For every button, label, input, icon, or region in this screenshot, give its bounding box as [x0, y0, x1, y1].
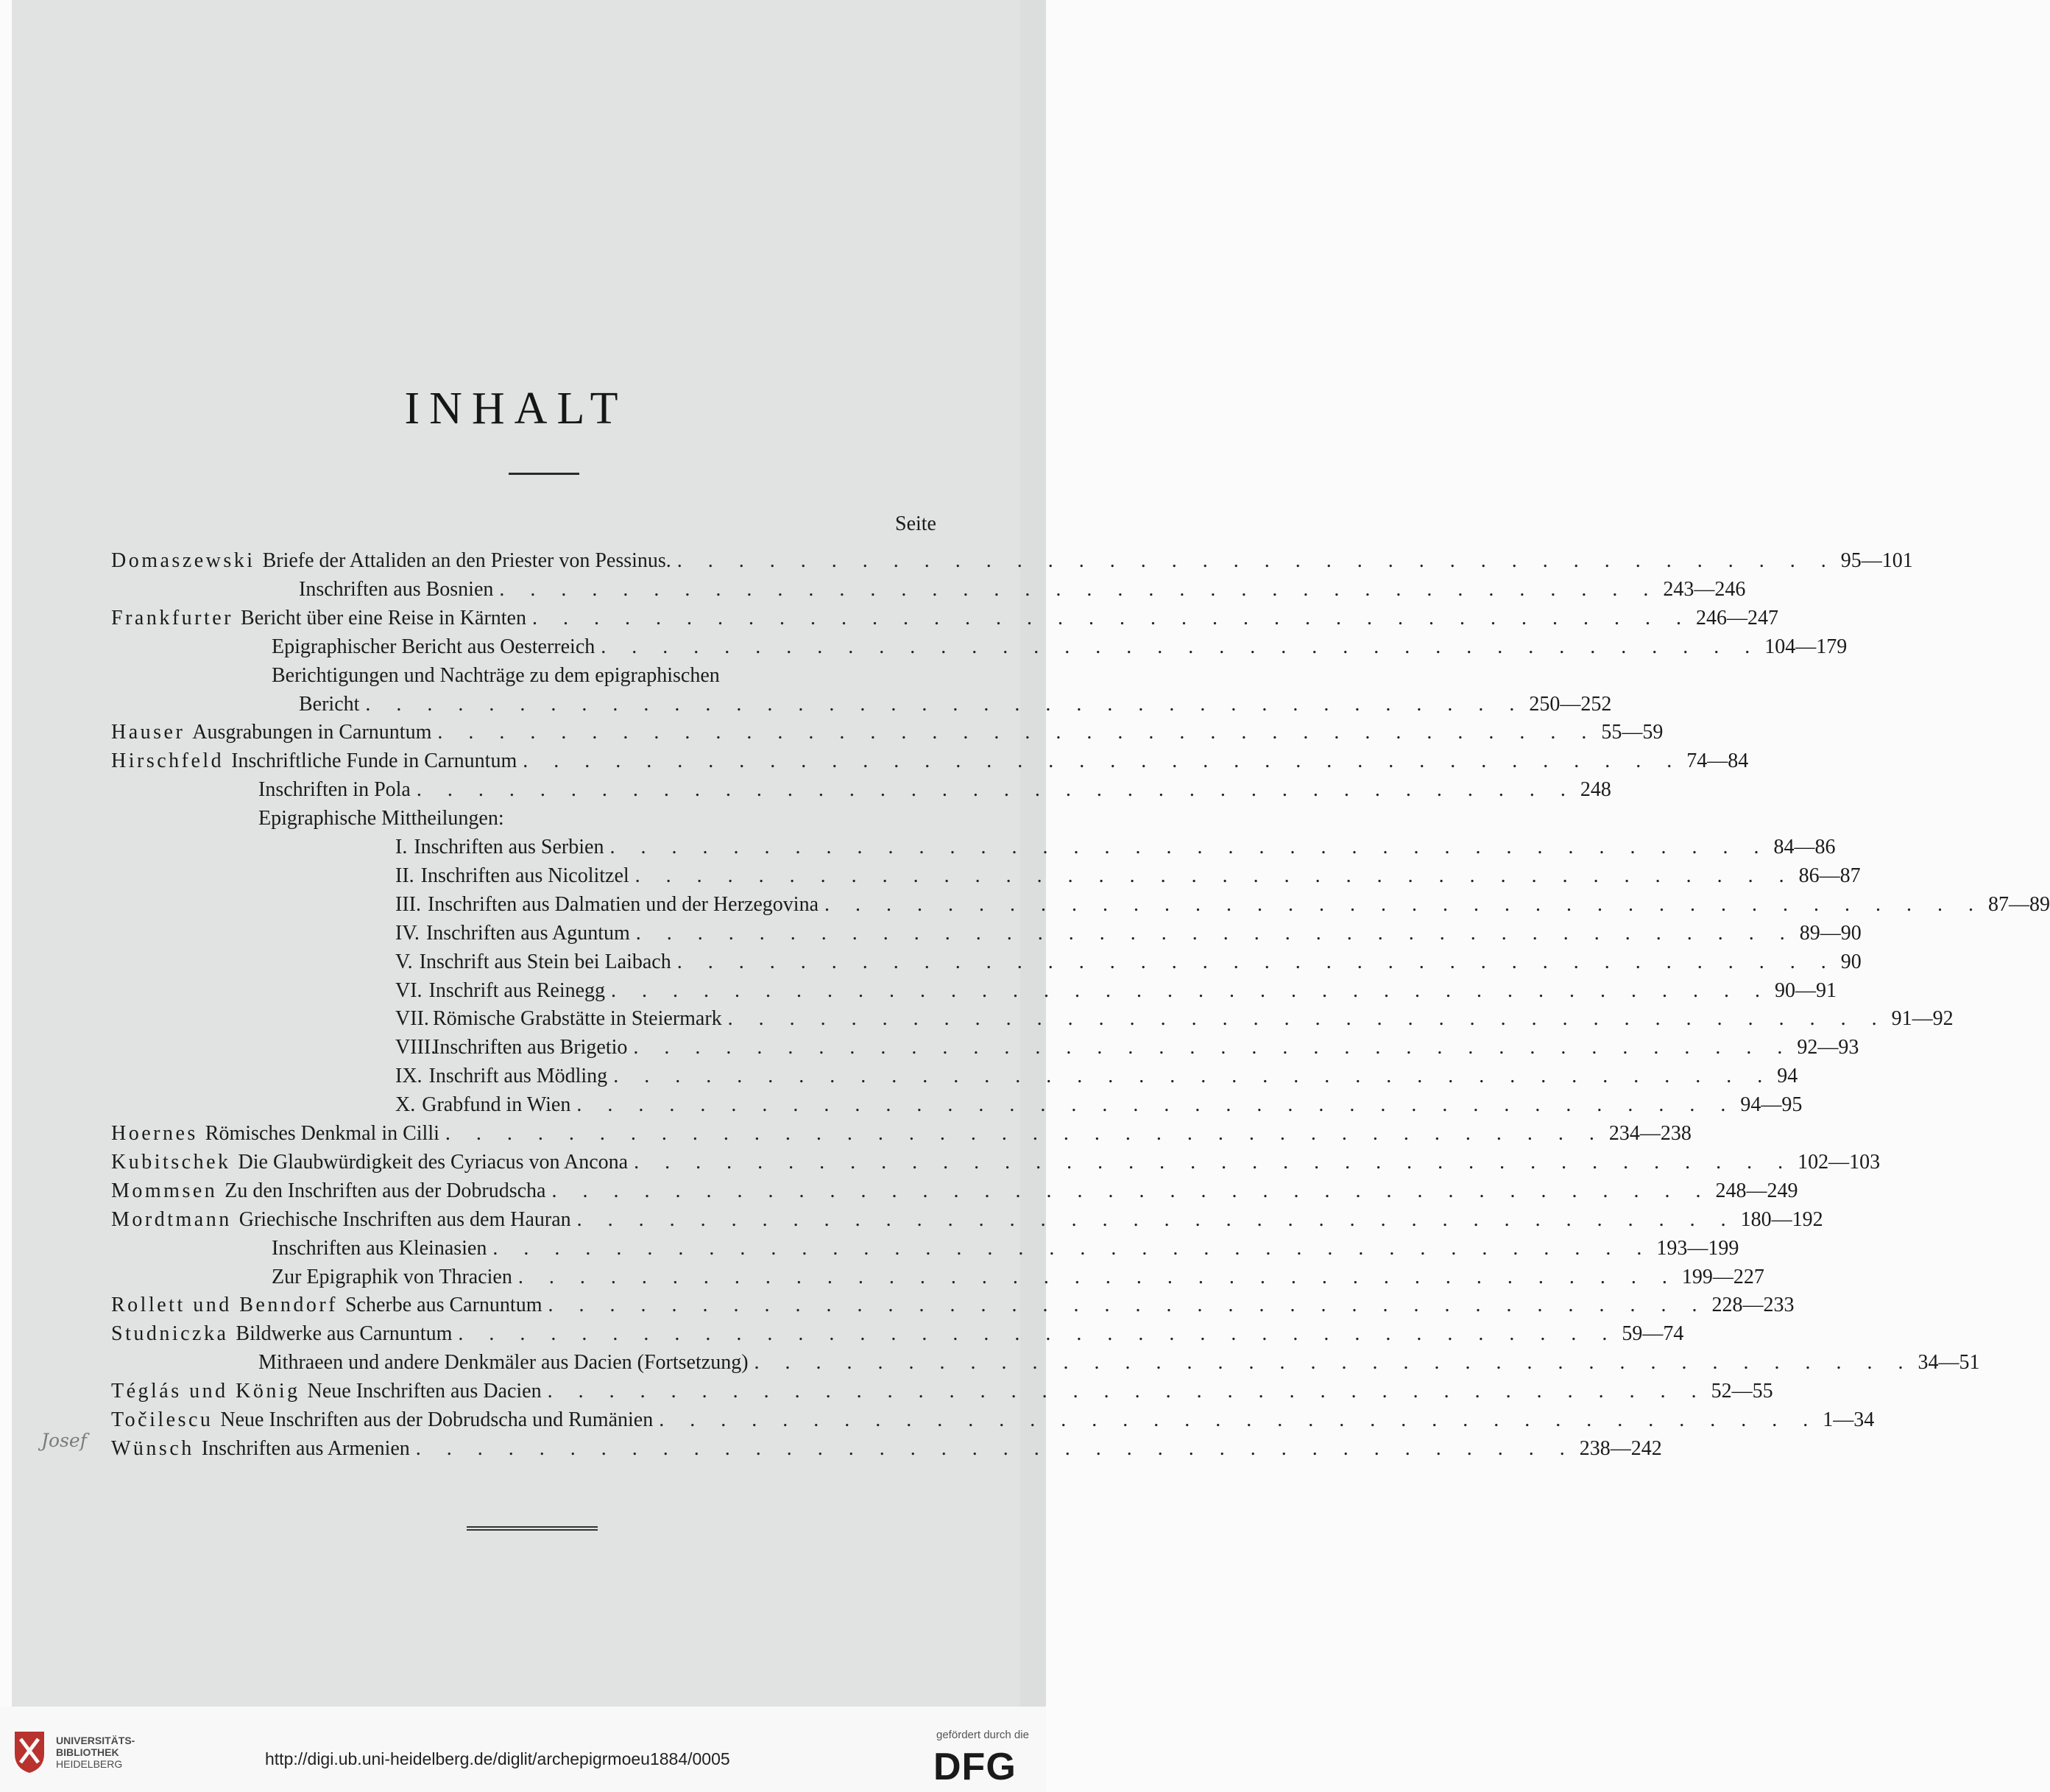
toc-title: Inschriften in Pola: [258, 778, 411, 802]
toc-title: Römisches Denkmal in Cilli: [205, 1122, 439, 1145]
dot-leaders: . . . . . . . . . . . . . . . . . . . . . . . . . . . . . . . . . . . . . .: [499, 577, 1659, 601]
toc-page-range: 246—247: [1695, 606, 1778, 629]
toc-page-range: 1—34: [1823, 1408, 1875, 1431]
toc-page-range: 104—179: [1764, 635, 1848, 658]
toc-section-number: III.: [395, 892, 421, 916]
dfg-logo: DFG: [933, 1746, 1017, 1788]
toc-entry: [111, 1119, 1692, 1149]
toc-section-number: VIII.: [395, 1036, 436, 1059]
toc-title: Inschriften aus Armenien: [201, 1436, 410, 1460]
dot-leaders: . . . . . . . . . . . . . . . . . . . . . . . . . . . . . . . . . . . . . .: [365, 692, 1525, 716]
dot-leaders: . . . . . . . . . . . . . . . . . . . . . . . . . . . . . . . . . . . . . .: [611, 978, 1771, 1002]
dot-leaders: . . . . . . . . . . . . . . . . . . . . . . . . . . . . . . . . . . . . . .: [458, 1322, 1618, 1346]
dot-leaders: . . . . . . . . . . . . . . . . . . . . . . . . . . . . . . . . . . . . . .: [445, 1122, 1605, 1145]
toc-entry: [395, 948, 1862, 977]
toc-title: Scherbe aus Carnuntum: [344, 1294, 542, 1317]
dot-leaders: . . . . . . . . . . . . . . . . . . . . . . . . . . . . . . . . . . . . . .: [551, 1179, 1711, 1202]
funded-by-label: gefördert durch die: [936, 1729, 1029, 1741]
dot-leaders: . . . . . . . . . . . . . . . . . . . . . . . . . . . . . . . . . . . . . .: [635, 864, 1795, 887]
toc-title: Inschriftliche Funde in Carnuntum: [231, 749, 517, 773]
toc-page-range: 55—59: [1601, 721, 1664, 744]
toc-page-range: 89—90: [1799, 921, 1862, 945]
toc-entry: [258, 1348, 1980, 1377]
toc-page-range: 86—87: [1798, 864, 1861, 887]
toc-author: Točilescu: [111, 1408, 213, 1431]
page-title: INHALT: [404, 384, 628, 434]
toc-author: Frankfurter: [111, 606, 234, 629]
dot-leaders: . . . . . . . . . . . . . . . . . . . . . . . . . . . . . . . . . . . . . .: [601, 635, 1761, 658]
toc-title: Ausgrabungen in Carnuntum: [192, 721, 432, 744]
toc-page-range: 243—246: [1663, 577, 1746, 601]
toc-author: Hirschfeld: [111, 749, 225, 773]
toc-entry: [395, 976, 1837, 1006]
toc-title: Griechische Inschriften aus dem Hauran: [238, 1207, 571, 1231]
toc-page-range: 90—91: [1775, 978, 1837, 1002]
toc-page-range: 250—252: [1529, 692, 1612, 716]
dot-leaders: . . . . . . . . . . . . . . . . . . . . . . . . . . . . . . . . . . . . . .: [492, 1236, 1653, 1260]
toc-page-range: 52—55: [1711, 1380, 1773, 1403]
toc-title: Die Glaubwürdigkeit des Cyriacus von Ancona: [238, 1150, 629, 1174]
toc-section-number: IX.: [395, 1065, 423, 1088]
toc-title: Inschriften aus Aguntum: [425, 921, 630, 945]
toc-entry: [395, 1062, 1798, 1091]
toc-title: Inschriften aus Kleinasien: [272, 1236, 487, 1260]
toc-page-range: 91—92: [1891, 1007, 1954, 1031]
toc-entry: [111, 1434, 1662, 1464]
table-of-contents: [12, 0, 2050, 1707]
dot-leaders: . . . . . . . . . . . . . . . . . . . . . . . . . . . . . . . . . . . . . .: [437, 721, 1597, 744]
toc-section-number: V.: [395, 950, 413, 973]
toc-entry: [111, 1377, 1773, 1406]
dot-leaders: . . . . . . . . . . . . . . . . . . . . . . . . . . . . . . . . . . . . . .: [635, 921, 1795, 945]
toc-title: Inschriften aus Serbien: [414, 836, 604, 858]
toc-author: Mordtmann: [111, 1207, 232, 1231]
toc-author: Hoernes: [111, 1122, 198, 1145]
dot-leaders: . . . . . . . . . . . . . . . . . . . . . . . . . . . . . . . . . . . . . .: [517, 1265, 1678, 1288]
toc-section-number: IV.: [395, 921, 420, 945]
seite-column-header: Seite: [895, 512, 936, 535]
toc-page-range: 248: [1580, 778, 1611, 802]
toc-author: Hauser: [111, 721, 185, 744]
dot-leaders: . . . . . . . . . . . . . . . . . . . . . . . . . . . . . . . . . . . . . .: [547, 1380, 1707, 1403]
toc-page-range: 87—89: [1988, 892, 2050, 916]
toc-page-range: 238—242: [1579, 1436, 1662, 1460]
toc-title: Mithraeen und andere Denkmäler aus Dacien (Fortsetzung): [258, 1351, 749, 1375]
toc-entry: [395, 833, 1836, 862]
toc-page-range: 234—238: [1608, 1122, 1692, 1145]
dot-leaders: . . . . . . . . . . . . . . . . . . . . . . . . . . . . . . . . . . . . . .: [634, 1150, 1794, 1174]
dot-leaders: . . . . . . . . . . . . . . . . . . . . . . . . . . . . . . . . . . . . . .: [824, 892, 1984, 916]
closing-ornament: [467, 1526, 598, 1531]
toc-title: Inschriften aus Brigetio: [433, 1036, 628, 1059]
toc-entry: [395, 890, 2050, 920]
toc-section-number: X.: [395, 1093, 416, 1117]
toc-title: Epigraphische Mittheilungen:: [258, 807, 504, 830]
toc-page-range: 248—249: [1715, 1179, 1798, 1202]
toc-entry: [299, 690, 1612, 719]
toc-entry: [272, 1234, 1739, 1263]
toc-author: Domaszewski: [111, 549, 255, 572]
toc-section-number: I.: [395, 836, 408, 858]
toc-title: Inschrift aus Reinegg: [428, 978, 606, 1002]
university-library-logo-icon: [10, 1729, 49, 1774]
handwritten-margin-note: Josef: [41, 1430, 87, 1451]
toc-entry: [258, 775, 1611, 805]
toc-page-range: 199—227: [1681, 1265, 1764, 1288]
toc-author: Rollett und Benndorf: [111, 1294, 338, 1317]
toc-entry: [111, 1148, 1881, 1177]
toc-title: Bericht: [299, 692, 360, 716]
toc-entry: [111, 1405, 1875, 1435]
dot-leaders: . . . . . . . . . . . . . . . . . . . . . . . . . . . . . . . . . . . . . .: [576, 1207, 1736, 1231]
toc-entry: [272, 661, 966, 691]
toc-entry: [272, 1263, 1764, 1292]
toc-title: Neue Inschriften aus Dacien: [307, 1380, 542, 1403]
toc-entry: [395, 861, 1861, 891]
toc-title: Zu den Inschriften aus der Dobrudscha: [225, 1179, 546, 1202]
toc-page-range: 59—74: [1622, 1322, 1684, 1346]
toc-title: Inschrift aus Stein bei Laibach: [419, 950, 671, 973]
toc-page-range: 228—233: [1711, 1294, 1795, 1317]
dot-leaders: . . . . . . . . . . . . . . . . . . . . . . . . . . . . . . . . . . . . . .: [659, 1408, 1819, 1431]
dot-leaders: . . . . . . . . . . . . . . . . . . . . . . . . . . . . . . . . . . . . . .: [754, 1351, 1914, 1375]
toc-page-range: 74—84: [1686, 749, 1749, 773]
toc-entry: [111, 546, 1913, 576]
toc-entry: [111, 604, 1778, 633]
toc-title: Inschriften aus Nicolitzel: [420, 864, 629, 887]
toc-entry: [395, 1033, 1859, 1062]
viewer-footer: [0, 1707, 1046, 1792]
dot-leaders: . . . . . . . . . . . . . . . . . . . . . . . . . . . . . . . . . . . . . .: [548, 1294, 1708, 1317]
toc-page-range: 90: [1840, 950, 1862, 973]
toc-title: Römische Grabstätte in Steiermark: [433, 1007, 722, 1031]
toc-title: Grabfund in Wien: [422, 1093, 571, 1117]
dot-leaders: . . . . . . . . . . . . . . . . . . . . . . . . . . . . . . . . . . . . . .: [531, 606, 1692, 629]
toc-page-range: 94: [1777, 1065, 1798, 1088]
toc-entry: [111, 1291, 1795, 1320]
book-page: [12, 0, 2050, 1707]
toc-title: Briefe der Attaliden an den Priester von Pessinus.: [262, 549, 671, 572]
toc-entry: [111, 1319, 1684, 1349]
dot-leaders: . . . . . . . . . . . . . . . . . . . . . . . . . . . . . . . . . . . . . .: [727, 1007, 1887, 1031]
toc-author: Mommsen: [111, 1179, 218, 1202]
toc-section-number: VII.: [395, 1007, 429, 1031]
toc-author: Kubitschek: [111, 1150, 231, 1174]
toc-section-number: II.: [395, 864, 414, 887]
dot-leaders: . . . . . . . . . . . . . . . . . . . . . . . . . . . . . . . . . . . . . .: [415, 1436, 1575, 1460]
library-name: UNIVERSITÄTS- BIBLIOTHEK HEIDELBERG: [56, 1735, 135, 1770]
dot-leaders: . . . . . . . . . . . . . . . . . . . . . . . . . . . . . . . . . . . . . .: [609, 836, 1770, 858]
dot-leaders: . . . . . . . . . . . . . . . . . . . . . . . . . . . . . . . . . . . . . .: [676, 549, 1837, 572]
toc-title: Zur Epigraphik von Thracien: [272, 1265, 512, 1288]
dot-leaders: . . . . . . . . . . . . . . . . . . . . . . . . . . . . . . . . . . . . . .: [633, 1036, 1793, 1059]
toc-title: Bericht über eine Reise in Kärnten: [241, 606, 526, 629]
dot-leaders: . . . . . . . . . . . . . . . . . . . . . . . . . . . . . . . . . . . . . .: [676, 950, 1837, 973]
toc-page-range: 94—95: [1740, 1093, 1803, 1117]
toc-title: Epigraphischer Bericht aus Oesterreich: [272, 635, 595, 658]
toc-title: Bildwerke aus Carnuntum: [236, 1322, 453, 1346]
toc-author: Studniczka: [111, 1322, 229, 1346]
toc-page-range: 95—101: [1840, 549, 1913, 572]
toc-entry: [299, 575, 1746, 604]
toc-page-range: 34—51: [1918, 1351, 1980, 1375]
permalink-url[interactable]: http://digi.ub.uni-heidelberg.de/diglit/archepigrmoeu1884/0005: [265, 1749, 730, 1768]
toc-title: Inschriften aus Bosnien: [299, 577, 494, 601]
toc-title: Berichtigungen und Nachträge zu dem epigraphischen: [272, 663, 720, 687]
dot-leaders: . . . . . . . . . . . . . . . . . . . . . . . . . . . . . . . . . . . . . .: [576, 1093, 1736, 1117]
toc-author: Téglás und König: [111, 1380, 300, 1403]
toc-title: Inschrift aus Mödling: [428, 1065, 608, 1088]
toc-entry: [111, 747, 1749, 776]
dot-leaders: . . . . . . . . . . . . . . . . . . . . . . . . . . . . . . . . . . . . . .: [416, 778, 1576, 802]
toc-page-range: 92—93: [1797, 1036, 1859, 1059]
toc-entry: [395, 1004, 1954, 1034]
toc-entry: [272, 632, 1848, 662]
dot-leaders: . . . . . . . . . . . . . . . . . . . . . . . . . . . . . . . . . . . . . .: [523, 749, 1683, 773]
toc-page-range: 193—199: [1656, 1236, 1739, 1260]
toc-author: Wünsch: [111, 1436, 194, 1460]
toc-entry: [111, 1177, 1798, 1206]
toc-entry: [395, 1090, 1803, 1120]
toc-entry: [395, 919, 1862, 948]
toc-title: Neue Inschriften aus der Dobrudscha und Rumänien: [220, 1408, 654, 1431]
toc-page-range: 102—103: [1798, 1150, 1881, 1174]
toc-page-range: 84—86: [1773, 836, 1836, 858]
toc-section-number: VI.: [395, 978, 423, 1002]
toc-entry: [111, 718, 1664, 747]
dot-leaders: . . . . . . . . . . . . . . . . . . . . . . . . . . . . . . . . . . . . . .: [613, 1065, 1773, 1088]
toc-entry: [111, 1205, 1823, 1235]
toc-entry: [258, 804, 966, 833]
toc-title: Inschriften aus Dalmatien und der Herzegovina: [427, 892, 819, 916]
toc-page-range: 180—192: [1740, 1207, 1823, 1231]
